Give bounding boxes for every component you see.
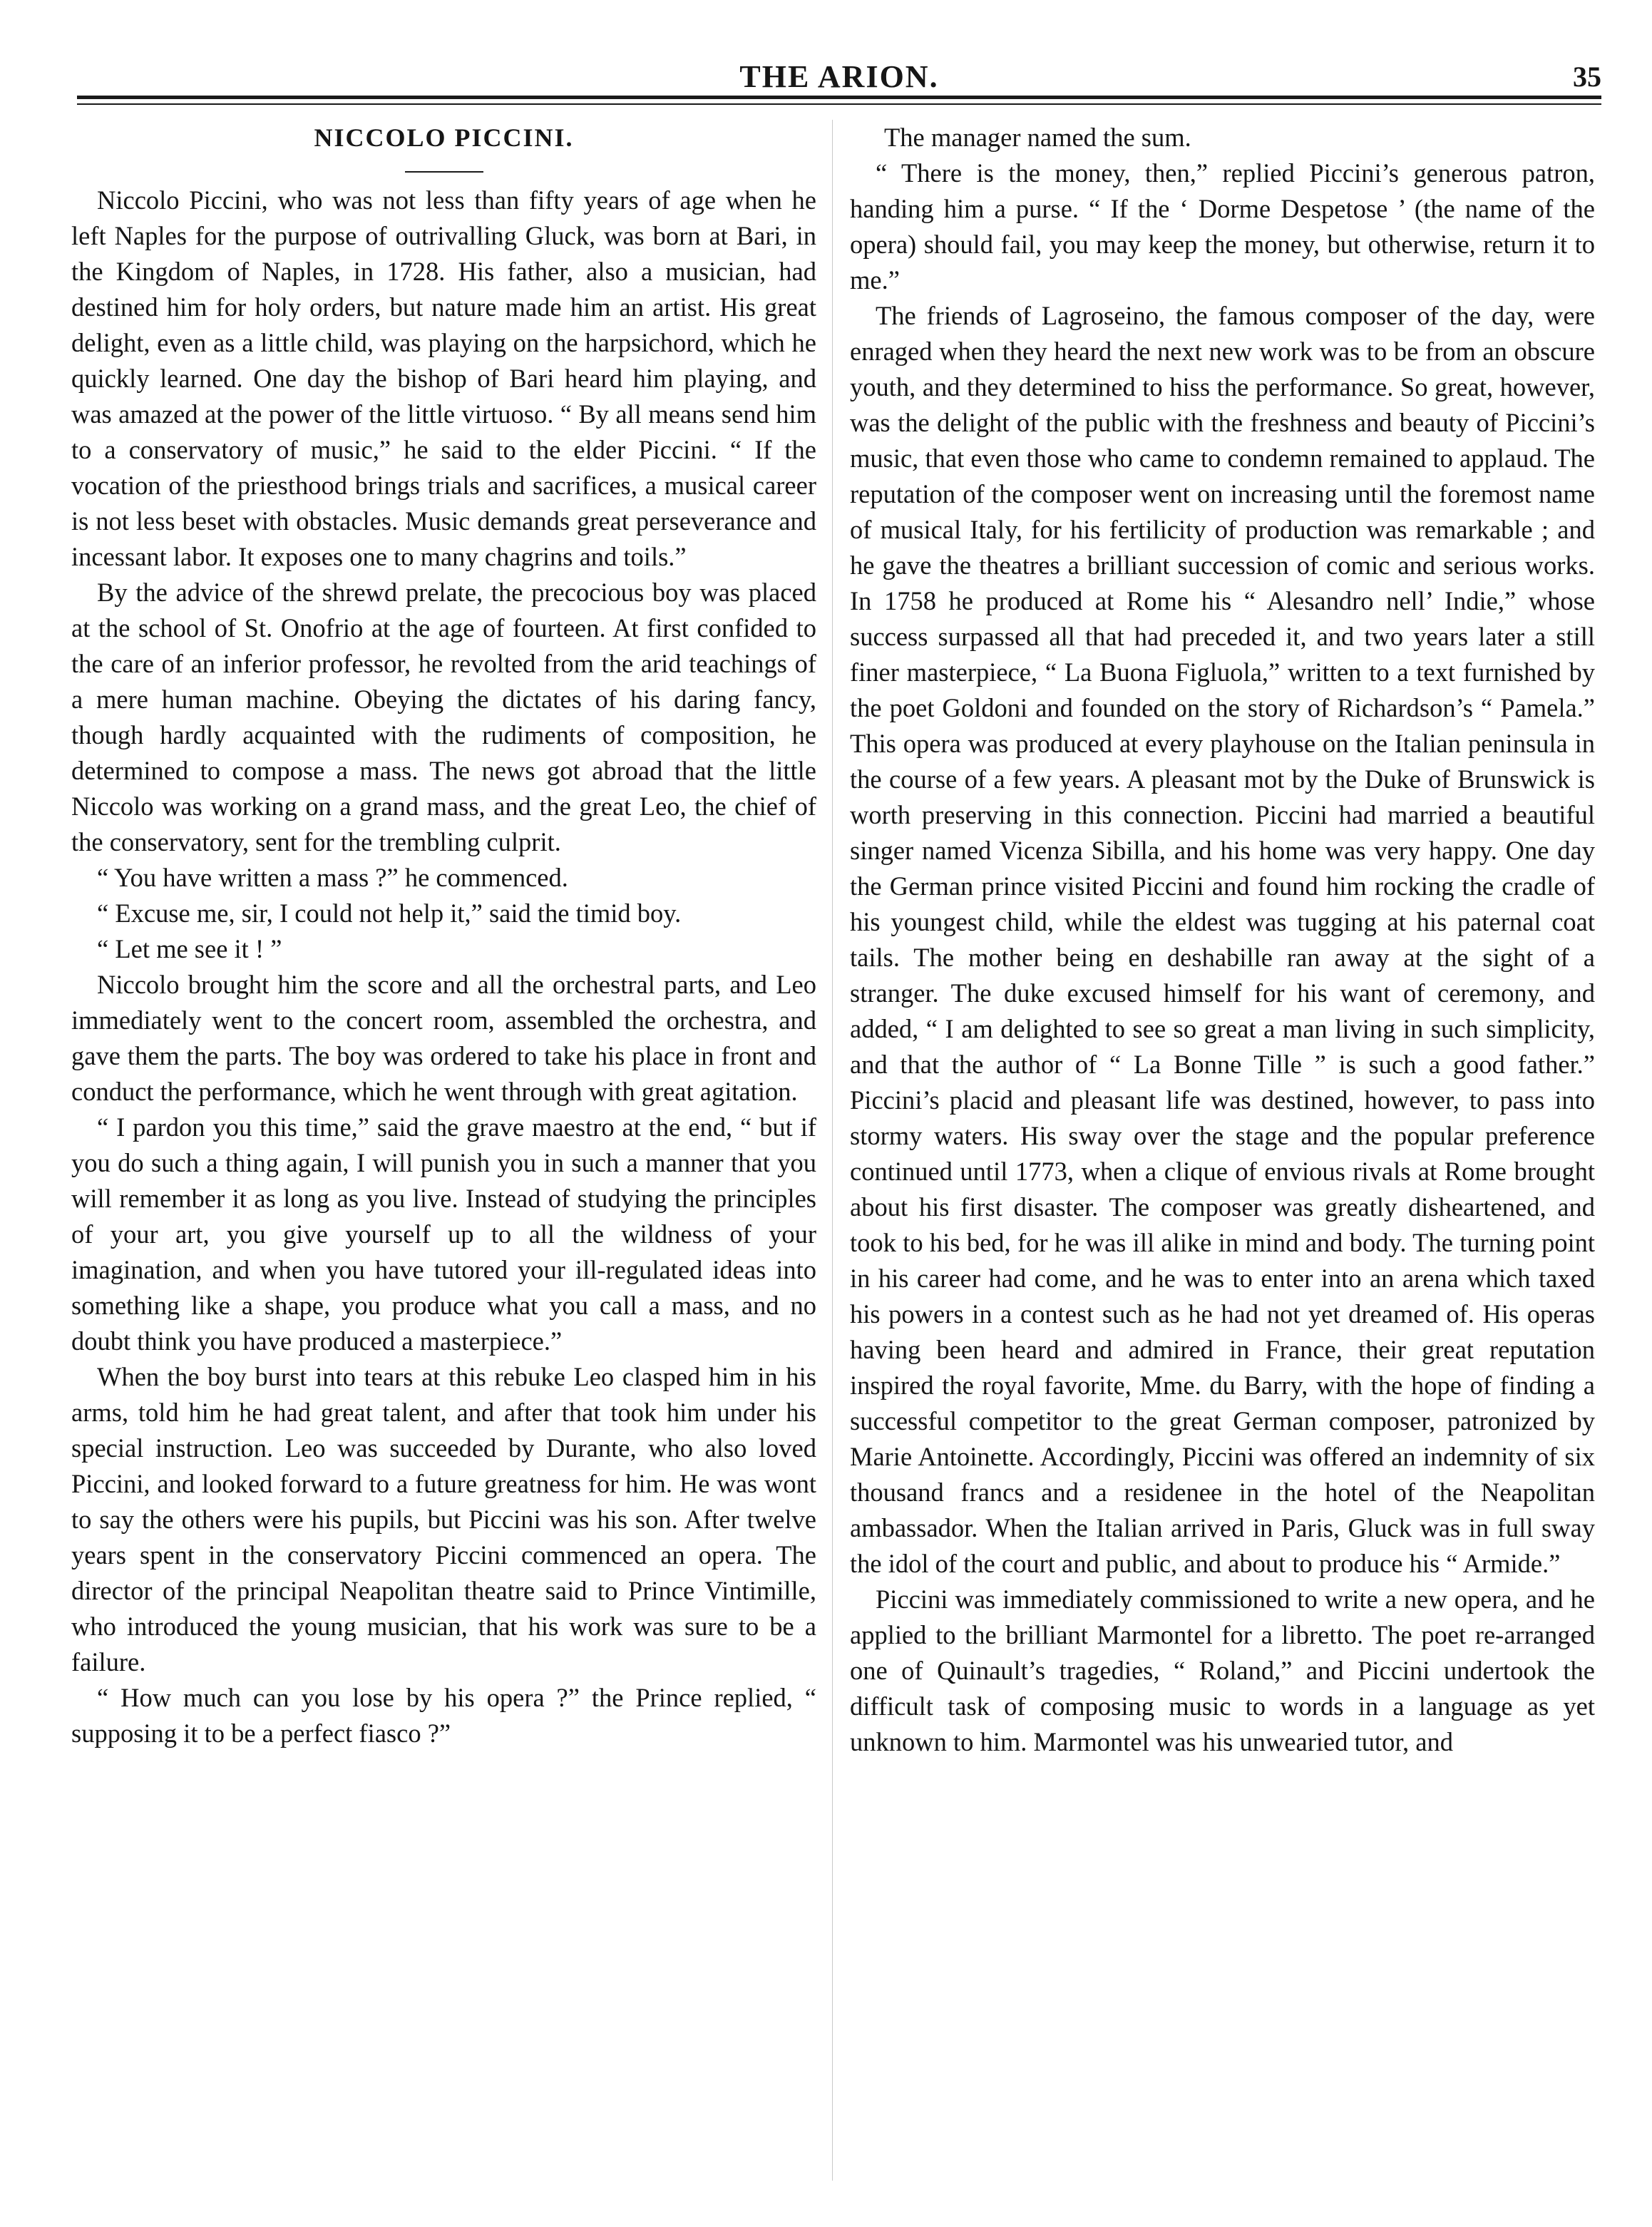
paragraph: “ There is the money, then,” replied Piccini’s generous patron, handing him a purse. “ If the ‘ Dorme Despetose ’ (the name of the opera) should fail, you may keep the money, but otherwise, return it to me.” — [850, 158, 1595, 295]
paragraph: Niccolo brought him the score and all the orchestral parts, and Leo immediately went to the concert room, assembled the orchestra, and gave them the parts. The boy was ordered to take his place in front and conduct the performance, which he went through with great agitation. — [71, 970, 816, 1106]
paragraph: The friends of Lagroseino, the famous composer of the day, were enraged when they heard the next new work was to be from an obscure youth, and they determined to hiss the performance. So great, however, was the delight of the public with the freshness and beauty of Piccini’s music, that even those who came to condemn remained to applaud. The reputation of the composer went on increasing until the foremost name of musical Italy, for his fertilicity of production was remarkable ; and he gave the theatres a brilliant succession of comic and serious works. In 1758 he produced at Rome his “ Alesandro nell’ Indie,” whose success surpassed all that had preceded it, and two years later a still finer masterpiece, “ La Buona Figluola,” written to a text furnished by the poet Goldoni and founded on the story of Richardson’s “ Pamela.” This opera was produced at every playhouse on the Italian peninsula in the course of a few years. A pleasant mot by the Duke of Brunswick is worth preserving in this connection. Piccini had married a beautiful singer named Vicenza Sibilla, and his home was very happy. One day the German prince visited Piccini and found him rocking the cradle of his youngest child, while the eldest was tugging at his paternal coat tails. The mother being en deshabille ran away at the sight of a stranger. The duke excused himself for his want of ceremony, and added, “ I am delighted to see so great a man living in such simplicity, and that the author of “ La Bonne Tille ” is such a good father.” Piccini’s placid and pleasant life was destined, however, to pass into stormy waters. His sway over the stage and the popular preference continued until 1773, when a clique of envious rivals at Rome brought about his first disaster. The composer was greatly disheartened, and took to his bed, for he was ill alike in mind and body. The turning point in his career had come, and he was to enter into an arena which taxed his powers in a contest such as he had not yet dreamed of. His operas having been heard and admired in France, their great reputation inspired the royal favorite, Mme. du Barry, with the hope of finding a successful competitor to the great German composer, patronized by Marie Antoinette. Accordingly, Piccini was offered an indemnity of six thousand francs and a residenee in the hotel of the Neapolitan ambassador. When the Italian arrived in Paris, Gluck was in full sway the idol of the court and public, and about to produce his “ Armide.” — [850, 301, 1595, 1578]
paragraph: Niccolo Piccini, who was not less than fifty years of age when he left Naples for the purpose of outrivalling Gluck, was born at Bari, in the Kingdom of Naples, in 1728. His father, also a musician, had destined him for holy orders, but nature made him an artist. His great delight, even as a little child, was playing on the harpsichord, which he quickly learned. One day the bishop of Bari heard him playing, and was amazed at the power of the little virtuoso. “ By all means send him to a conservatory of music,” he said to the elder Piccini. “ If the vocation of the priesthood brings trials and sacrifices, a musical career is not less beset with obstacles. Music demands great perseverance and incessant labor. It exposes one to many chagrins and toils.” — [71, 185, 816, 571]
column-divider — [832, 120, 833, 2181]
paragraph: “ I pardon you this time,” said the grave maestro at the end, “ but if you do such a thing again, I will punish you in such a manner that you will remember it as long as you live. Instead of studying the principles of your art, you give yourself up to all the wildness of your imagination, and when you have tutored your ill-regulated ideas into something like a shape, you produce what you call a mass, and no doubt think you have produced a masterpiece.” — [71, 1112, 816, 1356]
paragraph: “ You have written a mass ?” he commenced. — [97, 863, 568, 892]
paragraph: “ Excuse me, sir, I could not help it,” said the timid boy. — [97, 899, 682, 928]
header-rule-thick — [77, 96, 1601, 99]
page-number: 35 — [1573, 61, 1601, 93]
paragraph: The manager named the sum. — [884, 123, 1191, 152]
page-header — [77, 56, 1601, 98]
masthead: THE ARION. — [739, 59, 939, 94]
paragraph: Piccini was immediately commissioned to write a new opera, and he applied to the brilliant Marmontel for a libretto. The poet re-arranged one of Quinault’s tragedies, “ Roland,” and Piccini undertook the difficult task of composing music to words in a language as yet unknown to him. Marmontel was his unwearied tutor, and — [850, 1585, 1595, 1756]
header-rule-thin — [77, 103, 1601, 105]
article-title: NICCOLO PICCINI. — [314, 123, 574, 152]
left-column — [71, 120, 816, 1751]
paragraph: “ How much can you lose by his opera ?” the Prince replied, “ supposing it to be a perfect fiasco ?” — [71, 1683, 816, 1748]
paragraph: By the advice of the shrewd prelate, the precocious boy was placed at the school of St. Onofrio at the age of fourteen. At first confided to the care of an inferior professor, he revolted from the arid teachings of a mere human machine. Obeying the dictates of his daring fancy, though hardly acquainted with the rudiments of composition, he determined to compose a mass. The news got abroad that the little Niccolo was working on a grand mass, and the great Leo, the chief of the conservatory, sent for the trembling culprit. — [71, 578, 816, 856]
paragraph: When the boy burst into tears at this rebuke Leo clasped him in his arms, told him he had great talent, and after that took him under his special instruction. Leo was succeeded by Durante, who also loved Piccini, and looked forward to a future greatness for him. He was wont to say the others were his pupils, but Piccini was his son. After twelve years spent in the conservatory Piccini commenced an opera. The director of the principal Neapolitan theatre said to Prince Vintimille, who introduced the young musician, that his work was sure to be a failure. — [71, 1362, 816, 1676]
paragraph: “ Let me see it ! ” — [97, 934, 282, 963]
title-rule — [405, 171, 483, 173]
right-column — [850, 120, 1595, 1760]
